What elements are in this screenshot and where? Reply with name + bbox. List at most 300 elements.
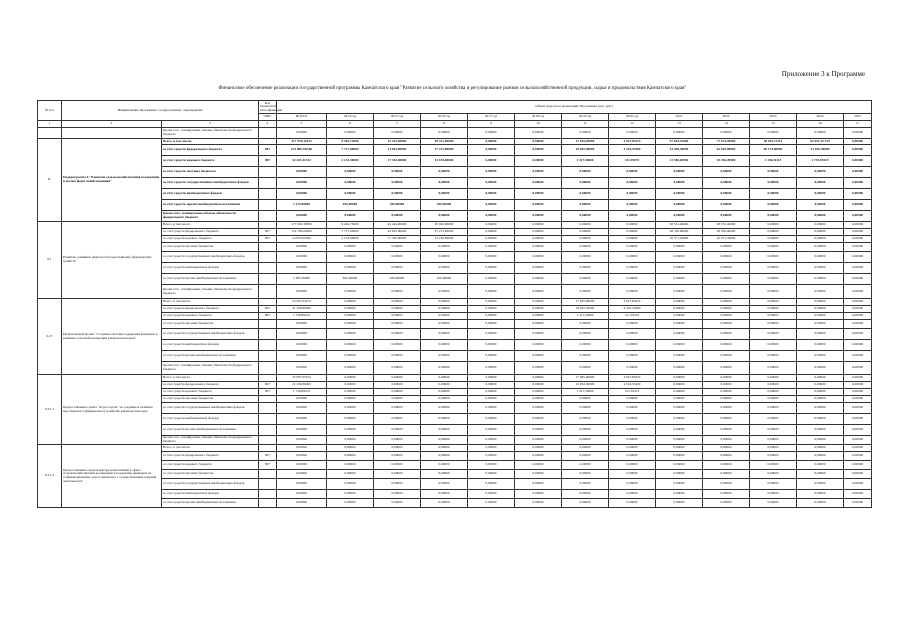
amount-cell: 0,00000 <box>374 382 421 389</box>
amount-cell: 0,00000 <box>797 490 844 499</box>
amount-cell: 50 042,00000 <box>421 222 468 229</box>
amount-cell: 0,00000 <box>327 425 374 436</box>
amount-cell: 0,00000 <box>656 445 703 452</box>
amount-cell: 0,00000 <box>515 313 562 320</box>
amount-cell: 0,00000 <box>797 362 844 375</box>
amount-cell: 0,00000 <box>656 490 703 499</box>
amount-cell: 0,00000 <box>515 229 562 236</box>
amount-cell: 0,00000 <box>277 263 327 274</box>
amount-cell: 0,00000 <box>656 252 703 263</box>
amount-cell: 0,00000 <box>277 436 327 445</box>
amount-cell: 0,00000 <box>277 470 327 479</box>
grbs-code <box>259 167 277 178</box>
table-row <box>38 306 872 313</box>
amount-cell: 0,00000 <box>327 306 374 313</box>
grbs-code <box>259 470 277 479</box>
amount-cell: 7 717,00000 <box>327 145 374 156</box>
grbs-code <box>259 128 277 139</box>
grbs-code <box>259 425 277 436</box>
table-row <box>38 200 872 211</box>
header-grbs: ГРБС <box>259 114 277 121</box>
amount-cell: 0,00000 <box>515 200 562 211</box>
amount-cell: 0,00000 <box>844 351 872 362</box>
amount-cell: 0,00000 <box>562 351 609 362</box>
amount-cell: 0,00000 <box>515 414 562 425</box>
column-number: 16 <box>797 121 844 128</box>
funding-source-label: за счет средств федерального бюджета <box>162 145 259 156</box>
table-row <box>38 263 872 274</box>
amount-cell: 0,00000 <box>562 200 609 211</box>
amount-cell: 0,00000 <box>562 222 609 229</box>
amount-cell: 0,00000 <box>750 306 797 313</box>
grbs-code <box>259 403 277 414</box>
amount-cell: 0,00000 <box>515 285 562 299</box>
amount-cell: 16 952,50000 <box>562 382 609 389</box>
amount-cell: 655,00000 <box>327 274 374 285</box>
amount-cell: 0,00000 <box>703 470 750 479</box>
amount-cell: 0,00000 <box>609 274 656 285</box>
amount-cell: 0,00000 <box>562 128 609 139</box>
row-code: 6.Т1.1 <box>38 375 62 445</box>
amount-cell: 0,00000 <box>703 178 750 189</box>
amount-cell: 0,00000 <box>844 156 872 167</box>
grbs-code <box>259 479 277 490</box>
amount-cell: 0,00000 <box>374 452 421 461</box>
amount-cell: 0,00000 <box>797 243 844 252</box>
amount-cell: 0,00000 <box>609 229 656 236</box>
amount-cell: 0,00000 <box>515 222 562 229</box>
amount-cell: 4 627,83474 <box>609 299 656 306</box>
amount-cell: 10 571,42800 <box>656 236 703 243</box>
amount-cell: 0,00000 <box>750 479 797 490</box>
amount-cell: 0,00000 <box>656 313 703 320</box>
amount-cell: 0,00000 <box>421 382 468 389</box>
grbs-code <box>259 436 277 445</box>
amount-cell: 0,00000 <box>844 263 872 274</box>
amount-cell: 0,00000 <box>844 375 872 382</box>
amount-cell: 0,00000 <box>515 470 562 479</box>
amount-cell: 0,00000 <box>562 243 609 252</box>
amount-cell: 0,00000 <box>468 499 515 508</box>
appendix-label: Приложение 3 к Программе <box>781 70 865 78</box>
amount-cell: 0,00000 <box>750 340 797 351</box>
amount-cell: 0,00000 <box>421 178 468 189</box>
amount-cell: 0,00000 <box>750 222 797 229</box>
amount-cell: 0,00000 <box>656 329 703 340</box>
amount-cell: 44 458,30000 <box>656 145 703 156</box>
amount-cell: 0,00000 <box>656 389 703 396</box>
amount-cell: 0,00000 <box>468 222 515 229</box>
amount-cell: 0,00000 <box>844 222 872 229</box>
amount-cell: 0,00000 <box>277 178 327 189</box>
amount-cell: 0,00000 <box>468 211 515 222</box>
column-number: 14 <box>703 121 750 128</box>
amount-cell: 0,00000 <box>656 382 703 389</box>
amount-cell: 0,00000 <box>421 263 468 274</box>
amount-cell: 0,00000 <box>703 382 750 389</box>
amount-cell: 0,00000 <box>797 461 844 470</box>
amount-cell: 0,00000 <box>844 299 872 306</box>
amount-cell: 0,00000 <box>515 178 562 189</box>
amount-cell: 177 063,39830 <box>277 222 327 229</box>
grbs-code: 807 <box>259 229 277 236</box>
amount-cell: 0,00000 <box>374 189 421 200</box>
header-year: 2024 <box>797 114 844 121</box>
amount-cell: 0,00000 <box>468 252 515 263</box>
amount-cell: 0,00000 <box>374 178 421 189</box>
funding-source-label: за счет средств федерального бюджета <box>162 306 259 313</box>
amount-cell: 1 417,50000 <box>562 389 609 396</box>
amount-cell: 311,39474 <box>609 389 656 396</box>
table-row <box>38 128 872 139</box>
amount-cell: 0,00000 <box>468 452 515 461</box>
grbs-code <box>259 222 277 229</box>
amount-cell: 77 074,49900 <box>703 139 750 145</box>
amount-cell: 0,00000 <box>562 470 609 479</box>
amount-cell: 450,00000 <box>421 200 468 211</box>
funding-source-label: за счет средств прочих внебюджетных источников <box>162 351 259 362</box>
amount-cell: 0,00000 <box>327 362 374 375</box>
table-row <box>38 362 872 375</box>
row-code <box>38 128 62 139</box>
amount-cell: 0,00000 <box>562 461 609 470</box>
amount-cell: 0,00000 <box>750 329 797 340</box>
amount-cell: 0,00000 <box>656 285 703 299</box>
amount-cell: 0,00000 <box>844 396 872 403</box>
amount-cell: 0,00000 <box>327 178 374 189</box>
header-year: 2018 год <box>515 114 562 121</box>
amount-cell: 0,00000 <box>750 128 797 139</box>
amount-cell: 0,00000 <box>656 263 703 274</box>
amount-cell: 0,00000 <box>277 396 327 403</box>
amount-cell: 0,00000 <box>468 362 515 375</box>
amount-cell: 0,00000 <box>421 375 468 382</box>
amount-cell: 0,00000 <box>750 236 797 243</box>
amount-cell: 0,00000 <box>327 389 374 396</box>
funding-source-label: за счет средств федерального бюджета <box>162 229 259 236</box>
grbs-code <box>259 274 277 285</box>
amount-cell: 0,00000 <box>609 479 656 490</box>
amount-cell: 0,00000 <box>562 229 609 236</box>
header-year: 2021 <box>656 114 703 121</box>
amount-cell: 0,00000 <box>750 445 797 452</box>
grbs-code <box>259 445 277 452</box>
amount-cell: 9 462,73000 <box>327 222 374 229</box>
header-volume: Объем средств на реализацию Программы (тыс. руб.) <box>277 101 872 114</box>
table-row <box>38 389 872 396</box>
amount-cell: 0,00000 <box>797 285 844 299</box>
funding-source-label: Всего, в том числе: <box>162 375 259 382</box>
amount-cell: 0,00000 <box>515 189 562 200</box>
amount-cell: 0,00000 <box>562 189 609 200</box>
table-row <box>38 445 872 452</box>
amount-cell: 0,00000 <box>703 403 750 414</box>
amount-cell: 0,00000 <box>656 178 703 189</box>
amount-cell: 0,00000 <box>797 178 844 189</box>
row-code: 6.1Т <box>38 299 62 375</box>
amount-cell: 0,00000 <box>515 243 562 252</box>
amount-cell: 0,00000 <box>797 445 844 452</box>
table-row <box>38 178 872 189</box>
amount-cell: 0,00000 <box>797 236 844 243</box>
amount-cell: 0,00000 <box>656 479 703 490</box>
grbs-code <box>259 329 277 340</box>
amount-cell: 0,00000 <box>327 452 374 461</box>
funding-source-label: Всего, в том числе: <box>162 445 259 452</box>
amount-cell: 0,00000 <box>609 499 656 508</box>
funding-source-label: за счет средств прочих внебюджетных источников <box>162 274 259 285</box>
amount-cell: 0,00000 <box>374 490 421 499</box>
amount-cell: 0,00000 <box>750 362 797 375</box>
amount-cell: 0,00000 <box>656 340 703 351</box>
grbs-code: 807 <box>259 145 277 156</box>
amount-cell: 0,00000 <box>327 490 374 499</box>
amount-cell: 0,00000 <box>515 362 562 375</box>
amount-cell: 0,00000 <box>562 167 609 178</box>
table-row <box>38 299 872 306</box>
amount-cell: 0,00000 <box>609 252 656 263</box>
amount-cell: 311,39074 <box>609 156 656 167</box>
amount-cell: 0,00000 <box>797 229 844 236</box>
amount-cell: 0,00000 <box>609 236 656 243</box>
amount-cell: 0,00000 <box>374 436 421 445</box>
amount-cell: 0,00000 <box>750 167 797 178</box>
amount-cell: 0,00000 <box>609 329 656 340</box>
table-row <box>38 329 872 340</box>
amount-cell: 0,00000 <box>750 375 797 382</box>
table-row <box>38 340 872 351</box>
table-row <box>38 211 872 222</box>
grbs-code <box>259 243 277 252</box>
amount-cell: 0,00000 <box>844 274 872 285</box>
amount-cell: 10 071,42000 <box>703 236 750 243</box>
funding-source-label: за счет средств краевого бюджета <box>162 313 259 320</box>
table-row <box>38 285 872 299</box>
amount-cell: 0,00000 <box>656 436 703 445</box>
amount-cell: 0,00000 <box>374 396 421 403</box>
amount-cell: 0,00000 <box>277 320 327 329</box>
amount-cell: 0,00000 <box>797 274 844 285</box>
amount-cell: 0,00000 <box>421 167 468 178</box>
amount-cell: 0,00000 <box>609 285 656 299</box>
amount-cell: 0,00000 <box>515 167 562 178</box>
amount-cell: 0,00000 <box>421 414 468 425</box>
amount-cell: 4 316,53400 <box>609 145 656 156</box>
amount-cell: 97 644,32900 <box>656 139 703 145</box>
amount-cell: 0,00000 <box>515 389 562 396</box>
amount-cell: 0,00000 <box>797 375 844 382</box>
grbs-code <box>259 375 277 382</box>
amount-cell: 0,00000 <box>374 299 421 306</box>
amount-cell: 0,00000 <box>374 445 421 452</box>
amount-cell: 1 728,89474 <box>277 313 327 320</box>
column-number: 9 <box>468 121 515 128</box>
table-row <box>38 222 872 229</box>
amount-cell: 1 385,30000 <box>277 274 327 285</box>
amount-cell: 0,00000 <box>468 414 515 425</box>
amount-cell: 10 256,49900 <box>703 156 750 167</box>
amount-cell: 0,00000 <box>421 211 468 222</box>
amount-cell: 0,00000 <box>609 128 656 139</box>
amount-cell: 0,00000 <box>421 403 468 414</box>
column-number: 17 <box>844 121 872 128</box>
amount-cell: 0,00000 <box>421 313 468 320</box>
amount-cell: 0,00000 <box>797 167 844 178</box>
amount-cell: 0,00000 <box>421 362 468 375</box>
amount-cell: 0,00000 <box>703 414 750 425</box>
amount-cell: 0,00000 <box>609 396 656 403</box>
amount-cell: 0,00000 <box>515 351 562 362</box>
amount-cell: 0,00000 <box>609 189 656 200</box>
amount-cell: 0,00000 <box>609 211 656 222</box>
amount-cell: 0,00000 <box>515 445 562 452</box>
finance-table <box>37 100 872 508</box>
amount-cell: 0,00000 <box>515 490 562 499</box>
amount-cell: 1 215,00000 <box>277 200 327 211</box>
amount-cell: 0,00000 <box>562 425 609 436</box>
amount-cell: 0,00000 <box>327 263 374 274</box>
amount-cell: 0,00000 <box>374 479 421 490</box>
amount-cell: 0,00000 <box>750 211 797 222</box>
amount-cell: 0,00000 <box>421 470 468 479</box>
amount-cell: 0,00000 <box>374 351 421 362</box>
amount-cell: 82 551,35 515 <box>797 139 844 145</box>
amount-cell: 0,00000 <box>421 490 468 499</box>
amount-cell: 0,00000 <box>797 396 844 403</box>
amount-cell: 0,00000 <box>609 461 656 470</box>
amount-cell: 0,00000 <box>468 445 515 452</box>
amount-cell: 0,00000 <box>374 313 421 320</box>
amount-cell: 0,00000 <box>844 470 872 479</box>
amount-cell: 0,00000 <box>703 329 750 340</box>
amount-cell: 0,00000 <box>327 211 374 222</box>
grbs-code <box>259 252 277 263</box>
amount-cell: 0,00000 <box>844 445 872 452</box>
amount-cell: 28 572,42000 <box>703 222 750 229</box>
funding-source-label: Кроме того, планируемые объемы обязательств федерального бюджета <box>162 436 259 445</box>
amount-cell: 0,00000 <box>374 320 421 329</box>
amount-cell: 0,00000 <box>609 243 656 252</box>
amount-cell: 0,00000 <box>750 425 797 436</box>
amount-cell: 0,00000 <box>844 178 872 189</box>
amount-cell: 0,00000 <box>750 320 797 329</box>
amount-cell: 1 728,89474 <box>277 389 327 396</box>
amount-cell: 0,00000 <box>656 396 703 403</box>
amount-cell: 0,00000 <box>844 139 872 145</box>
funding-source-label: за счет средств местных бюджетов <box>162 396 259 403</box>
amount-cell: 0,00000 <box>421 340 468 351</box>
amount-cell: 0,00000 <box>515 375 562 382</box>
amount-cell: 0,00000 <box>468 145 515 156</box>
grbs-code: 807 <box>259 461 277 470</box>
amount-cell: 0,00000 <box>277 499 327 508</box>
amount-cell: 0,00000 <box>750 470 797 479</box>
amount-cell: 17 665,00000 <box>562 375 609 382</box>
amount-cell: 0,00000 <box>277 167 327 178</box>
amount-cell: 0,00000 <box>327 313 374 320</box>
amount-cell: 0,00000 <box>468 340 515 351</box>
amount-cell: 0,00000 <box>656 470 703 479</box>
amount-cell: 274 860,700,00 <box>277 145 327 156</box>
table-row <box>38 189 872 200</box>
header-year: 2015 год <box>374 114 421 121</box>
amount-cell: 0,00000 <box>844 389 872 396</box>
grbs-code: 807 <box>259 306 277 313</box>
funding-source-label: за счет средств прочих внебюджетных источников <box>162 425 259 436</box>
amount-cell: 0,00000 <box>562 340 609 351</box>
amount-cell: 0,00000 <box>609 178 656 189</box>
amount-cell: 0,00000 <box>797 200 844 211</box>
amount-cell: 0,00000 <box>844 189 872 200</box>
amount-cell: 0,00000 <box>844 313 872 320</box>
amount-cell: 0,00000 <box>656 414 703 425</box>
amount-cell: 0,00000 <box>468 490 515 499</box>
amount-cell: 0,00000 <box>750 285 797 299</box>
amount-cell: 0,00000 <box>562 452 609 461</box>
amount-cell: 0,00000 <box>421 285 468 299</box>
amount-cell: 450,00000 <box>374 200 421 211</box>
amount-cell: 2 133,30000 <box>327 156 374 167</box>
amount-cell: 0,00000 <box>327 243 374 252</box>
amount-cell: 0,00000 <box>750 178 797 189</box>
table-row <box>38 396 872 403</box>
grbs-code <box>259 362 277 375</box>
amount-cell: 0,00000 <box>750 452 797 461</box>
column-number: 4 <box>259 121 277 128</box>
amount-cell: 0,00000 <box>562 178 609 189</box>
row-code: 6.Т1.2 <box>38 445 62 508</box>
amount-cell: 0,00000 <box>750 263 797 274</box>
column-number: 8 <box>421 121 468 128</box>
amount-cell: 0,00000 <box>515 236 562 243</box>
amount-cell: 9 462,73000 <box>327 139 374 145</box>
amount-cell: 23 097,05474 <box>277 375 327 382</box>
grbs-code <box>259 414 277 425</box>
amount-cell: 450,00000 <box>421 274 468 285</box>
amount-cell: 0,00000 <box>468 313 515 320</box>
funding-source-label: за счет средств внебюджетных фондов <box>162 490 259 499</box>
amount-cell: 0,00000 <box>797 499 844 508</box>
amount-cell: 16 952,50000 <box>562 306 609 313</box>
header-year: 2023 <box>750 114 797 121</box>
amount-cell: 0,00000 <box>703 243 750 252</box>
amount-cell: 4 627,83474 <box>609 375 656 382</box>
grbs-code <box>259 263 277 274</box>
amount-cell: 0,00000 <box>562 479 609 490</box>
table-header <box>38 101 872 128</box>
amount-cell: 0,00000 <box>797 329 844 340</box>
amount-cell: 0,00000 <box>703 306 750 313</box>
amount-cell: 0,00000 <box>515 403 562 414</box>
amount-cell: 0,00000 <box>844 243 872 252</box>
amount-cell: 0,00000 <box>562 414 609 425</box>
amount-cell: 0,00000 <box>703 167 750 178</box>
amount-cell: 0,00000 <box>277 128 327 139</box>
funding-source-label: за счет средств государственных внебюджетных фондов <box>162 403 259 414</box>
amount-cell: 0,00000 <box>656 306 703 313</box>
amount-cell: 0,00000 <box>609 490 656 499</box>
amount-cell: 12 870,02500 <box>277 236 327 243</box>
amount-cell: 0,00000 <box>609 320 656 329</box>
amount-cell: 0,00000 <box>656 452 703 461</box>
header-year: ВСЕГО <box>277 114 327 121</box>
amount-cell: 0,00000 <box>656 299 703 306</box>
amount-cell: 1 417,50000 <box>562 156 609 167</box>
amount-cell: 0,00000 <box>468 189 515 200</box>
grbs-code: 807 <box>259 313 277 320</box>
funding-source-label: за счет средств государственных внебюджетных фондов <box>162 329 259 340</box>
header-year: 2022 <box>703 114 750 121</box>
